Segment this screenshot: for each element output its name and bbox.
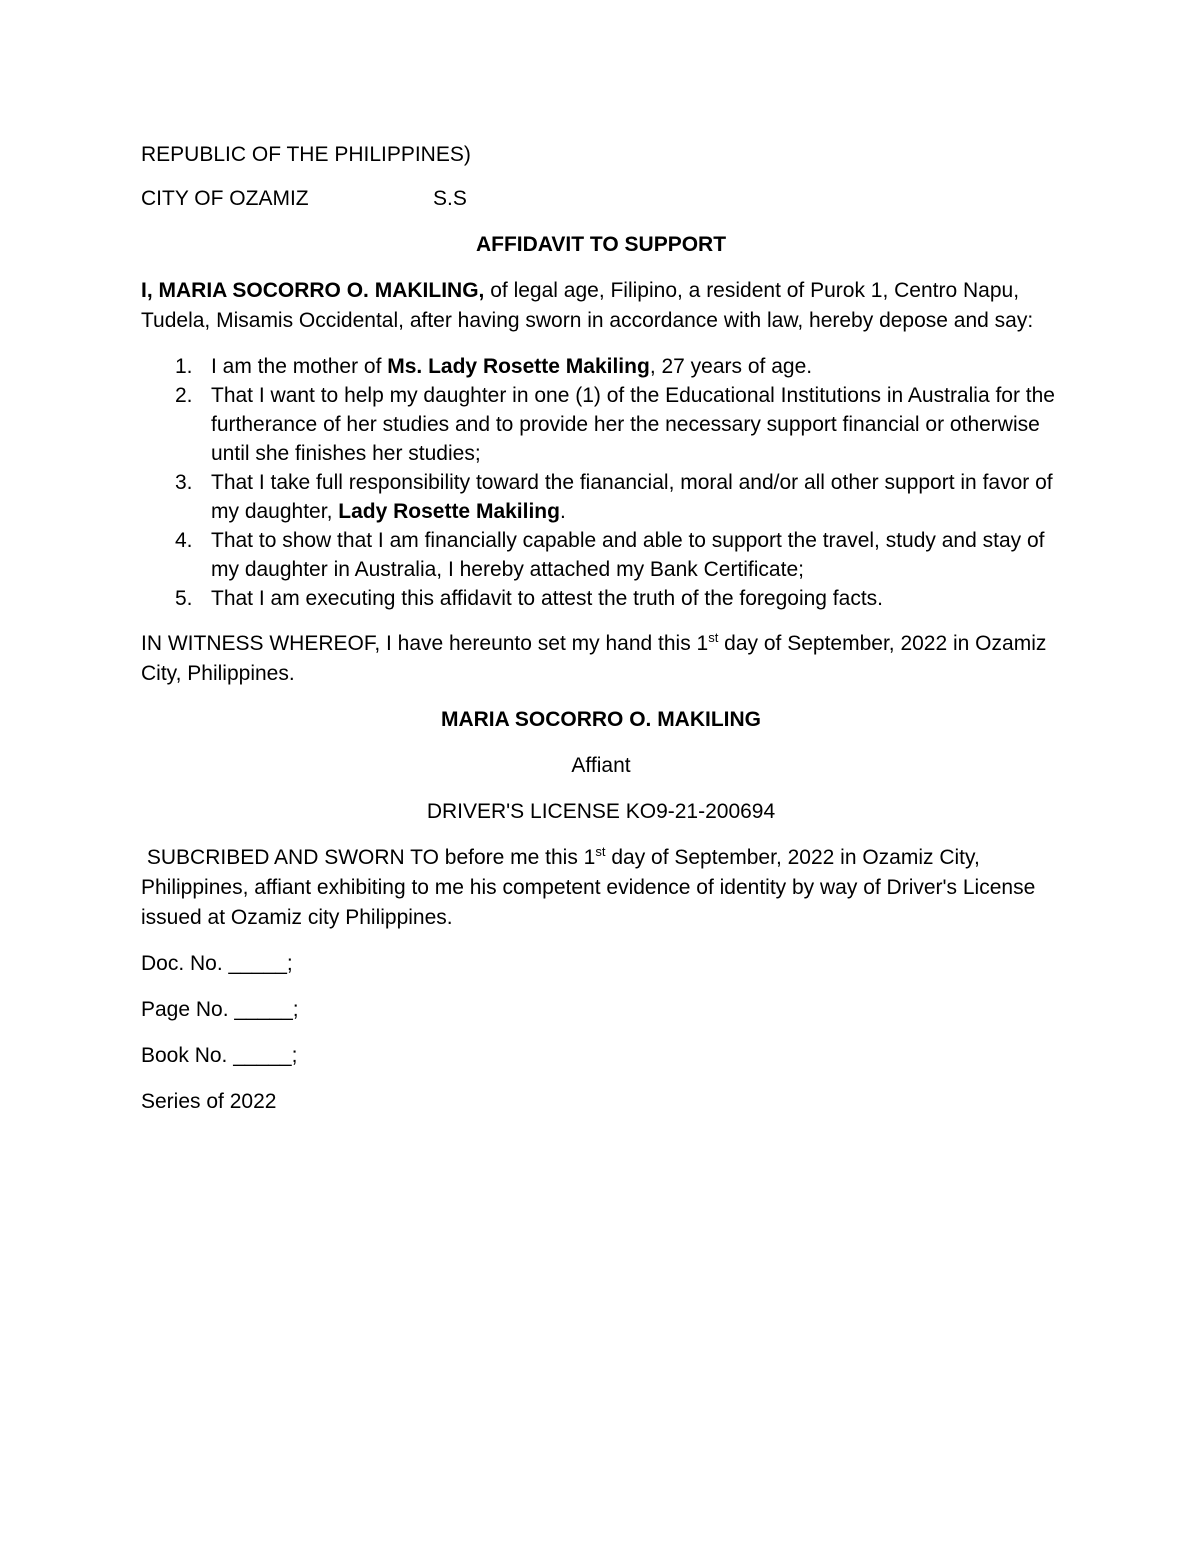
sworn-text: SUBCRIBED AND SWORN TO before me this 1 <box>141 846 596 869</box>
witness-ordinal: st <box>708 630 719 645</box>
witness-text: IN WITNESS WHEREOF, I have hereunto set my hand this 1 <box>141 632 709 655</box>
page-number: Page No. _____; <box>141 998 299 1021</box>
list-item-text-end: , 27 years of age. <box>649 355 813 378</box>
affiant-intro-name: I, MARIA SOCORRO O. MAKILING, <box>141 279 485 302</box>
city-header: CITY OF OZAMIZ <box>141 187 309 210</box>
list-item-text-end: . <box>559 500 566 523</box>
sworn-text-end: day of September, 2022 in Ozamiz City, Philippines, affiant exhibiting to me his competent evidence of identity by way of Driver's License issued at Ozamiz city Philippines. <box>141 846 1042 929</box>
list-item <box>141 352 1061 381</box>
series-year: Series of 2022 <box>141 1090 277 1113</box>
list-item <box>141 468 1061 526</box>
ss-label: S.S <box>433 187 467 210</box>
list-item-text: I am the mother of <box>211 355 388 378</box>
doc-number: Doc. No. _____; <box>141 952 293 975</box>
witness-paragraph <box>141 629 1061 689</box>
affiant-license: DRIVER'S LICENSE KO9-21-200694 <box>426 800 776 823</box>
list-item-number: 1. <box>175 355 193 378</box>
intro-paragraph <box>141 276 1061 336</box>
city-header-row <box>141 184 1061 214</box>
list-item <box>141 584 1061 613</box>
witness-text-end: day of September, 2022 in Ozamiz City, Philippines. <box>141 632 1053 685</box>
list-item-bold: Ms. Lady Rosette Makiling <box>387 355 650 378</box>
book-number: Book No. _____; <box>141 1044 298 1067</box>
list-item-number: 5. <box>175 587 193 610</box>
list-item-bold: Lady Rosette Makiling <box>338 500 560 523</box>
list-item-number: 3. <box>175 471 193 494</box>
list-item-text: That to show that I am financially capable and able to support the travel, study and stay of my daughter in Australia, I hereby attached my Bank Certificate; <box>211 529 1045 581</box>
list-item-number: 4. <box>175 529 193 552</box>
republic-header: REPUBLIC OF THE PHILIPPINES) <box>141 143 471 166</box>
list-item-number: 2. <box>175 384 193 407</box>
list-item-text: That I am executing this affidavit to attest the truth of the foregoing facts. <box>211 587 883 610</box>
list-item <box>141 526 1061 584</box>
sworn-paragraph <box>141 843 1061 933</box>
intro-text: of legal age, Filipino, a resident of Purok 1, Centro Napu, Tudela, Misamis Occidental, after having sworn in accordance with law, hereby depose and say: <box>141 279 1034 332</box>
affiant-role: Affiant <box>571 754 631 777</box>
affidavit-document <box>141 140 1061 1133</box>
list-item-text: That I want to help my daughter in one (1) of the Educational Institutions in Australia for the furtherance of her studies and to provide her the necessary support financial or otherwise until she finishes her studies; <box>211 384 1055 465</box>
sworn-ordinal: st <box>595 844 606 859</box>
list-item-text: That I take full responsibility toward the fianancial, moral and/or all other support in favor of my daughter, <box>211 471 1053 523</box>
facts-list <box>141 352 1061 613</box>
affiant-name: MARIA SOCORRO O. MAKILING <box>440 708 762 731</box>
document-title: AFFIDAVIT TO SUPPORT <box>475 233 727 256</box>
list-item <box>141 381 1061 468</box>
